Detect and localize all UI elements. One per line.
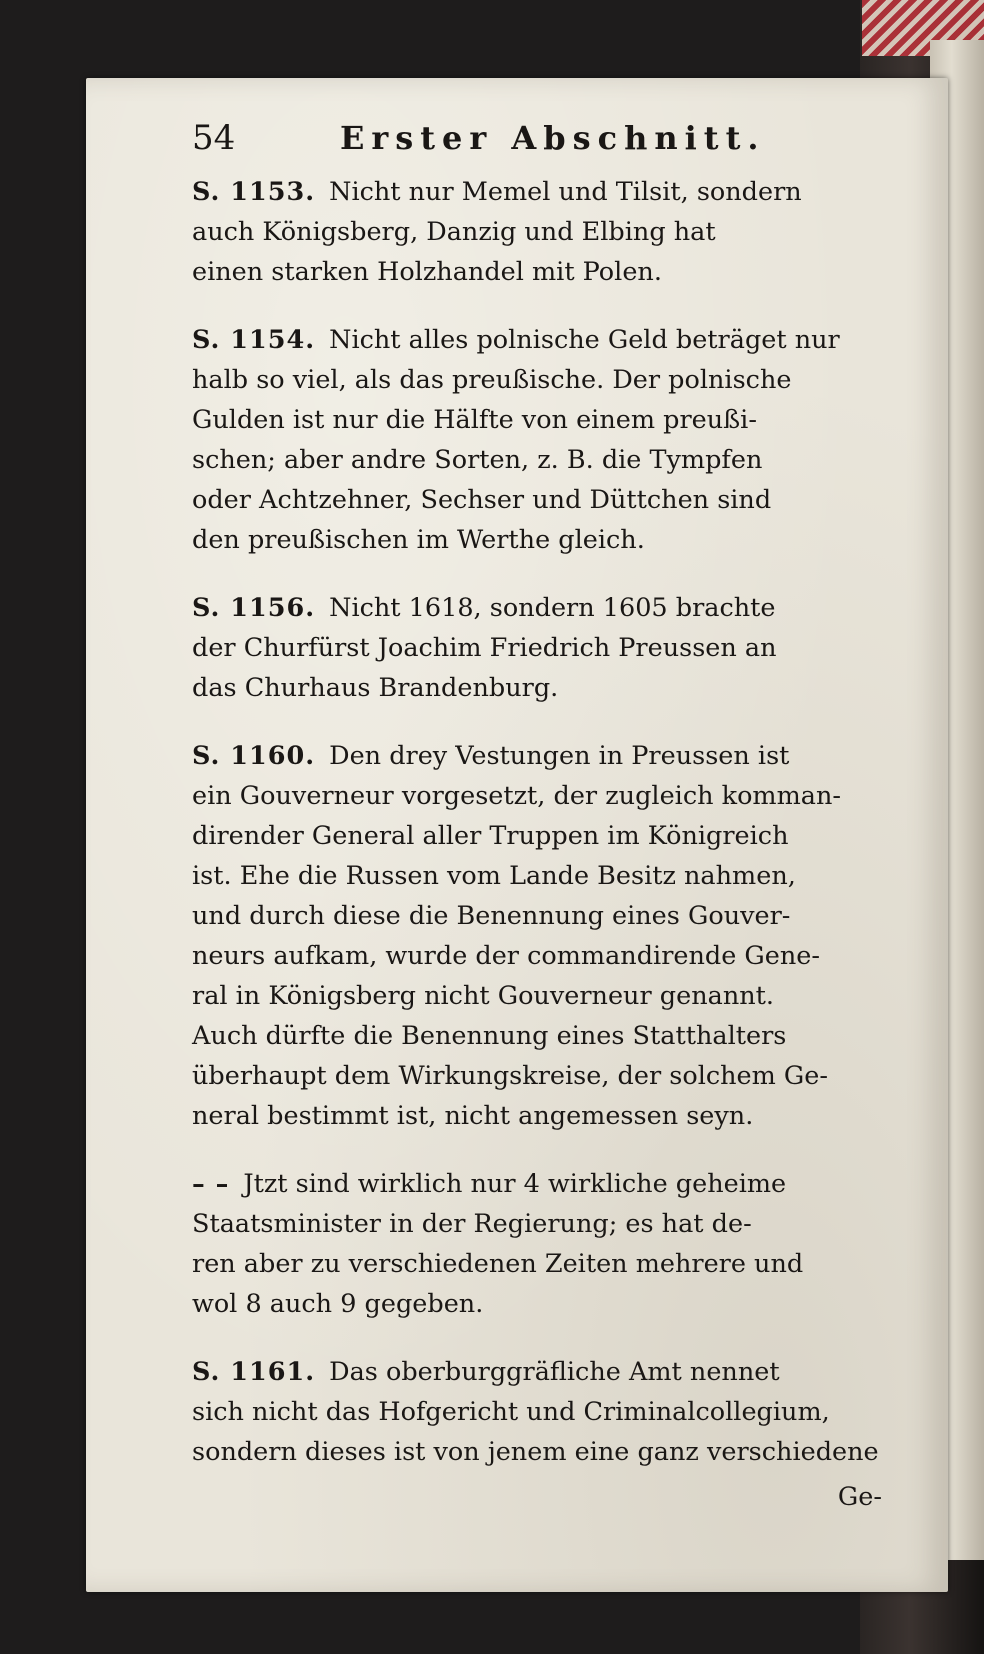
text-line: neral bestimmt ist, nicht angemessen seyn. (192, 1101, 754, 1131)
section-ref: S. 1156. (192, 593, 316, 623)
text-line: auch Königsberg, Danzig und Elbing hat (192, 217, 716, 247)
section-ref: S. 1160. (192, 741, 316, 771)
section-ref: S. 1153. (192, 177, 316, 207)
page-text (192, 118, 882, 1512)
text-line: ren aber zu verschiedenen Zeiten mehrere und (192, 1249, 804, 1279)
text-line: S. 1161. Das oberburggräfliche Amt nennet (192, 1357, 780, 1387)
text-line: ral in Königsberg nicht Gouverneur genannt. (192, 981, 775, 1011)
text-line: neurs aufkam, wurde der commandirende Gene- (192, 941, 821, 971)
text-line: dirender General aller Truppen im Königreich (192, 821, 789, 851)
paragraph (192, 588, 882, 708)
text-line: schen; aber andre Sorten, z. B. die Tympfen (192, 445, 763, 475)
page-number: 54 (192, 118, 236, 158)
text-line: und durch diese die Benennung eines Gouver- (192, 901, 791, 931)
text-line: sich nicht das Hofgericht und Criminalcollegium, (192, 1397, 830, 1427)
text-line: S. 1160. Den drey Vestungen in Preussen ist (192, 741, 790, 771)
text-line: Gulden ist nur die Hälfte von einem preußi- (192, 405, 757, 435)
text-line: oder Achtzehner, Sechser und Düttchen sind (192, 485, 772, 515)
text-line: sondern dieses ist von jenem eine ganz verschiedene (192, 1437, 879, 1467)
section-ref: S. 1161. (192, 1357, 316, 1387)
paragraph (192, 320, 882, 560)
text-line: wol 8 auch 9 gegeben. (192, 1289, 484, 1319)
text-line: Staatsminister in der Regierung; es hat de- (192, 1209, 752, 1239)
text-line: der Churfürst Joachim Friedrich Preussen an (192, 633, 777, 663)
text-line: ein Gouverneur vorgesetzt, der zugleich komman- (192, 781, 842, 811)
paragraph (192, 736, 882, 1136)
text-line: S. 1153. Nicht nur Memel und Tilsit, sondern (192, 177, 802, 207)
catchword: Ge- (837, 1482, 882, 1512)
paragraph (192, 1164, 882, 1324)
section-ref: S. 1154. (192, 325, 316, 355)
text-line: – – Jtzt sind wirklich nur 4 wirkliche geheime (192, 1169, 787, 1199)
text-line: S. 1156. Nicht 1618, sondern 1605 brachte (192, 593, 776, 623)
text-line: Auch dürfte die Benennung eines Statthalters (192, 1021, 787, 1051)
page-header (192, 118, 882, 166)
running-head: Erster Abschnitt. (340, 119, 766, 157)
text-line: überhaupt dem Wirkungskreise, der solchem Ge- (192, 1061, 829, 1091)
paragraph (192, 1352, 882, 1472)
text-line: halb so viel, als das preußische. Der polnische (192, 365, 792, 395)
text-line: S. 1154. Nicht alles polnische Geld beträget nur (192, 325, 840, 355)
text-line: das Churhaus Brandenburg. (192, 673, 559, 703)
section-ref: – – (192, 1169, 230, 1199)
text-line: einen starken Holzhandel mit Polen. (192, 257, 662, 287)
book-page (86, 78, 948, 1592)
text-line: den preußischen im Werthe gleich. (192, 525, 645, 555)
paragraph (192, 172, 882, 292)
text-line: ist. Ehe die Russen vom Lande Besitz nahmen, (192, 861, 796, 891)
